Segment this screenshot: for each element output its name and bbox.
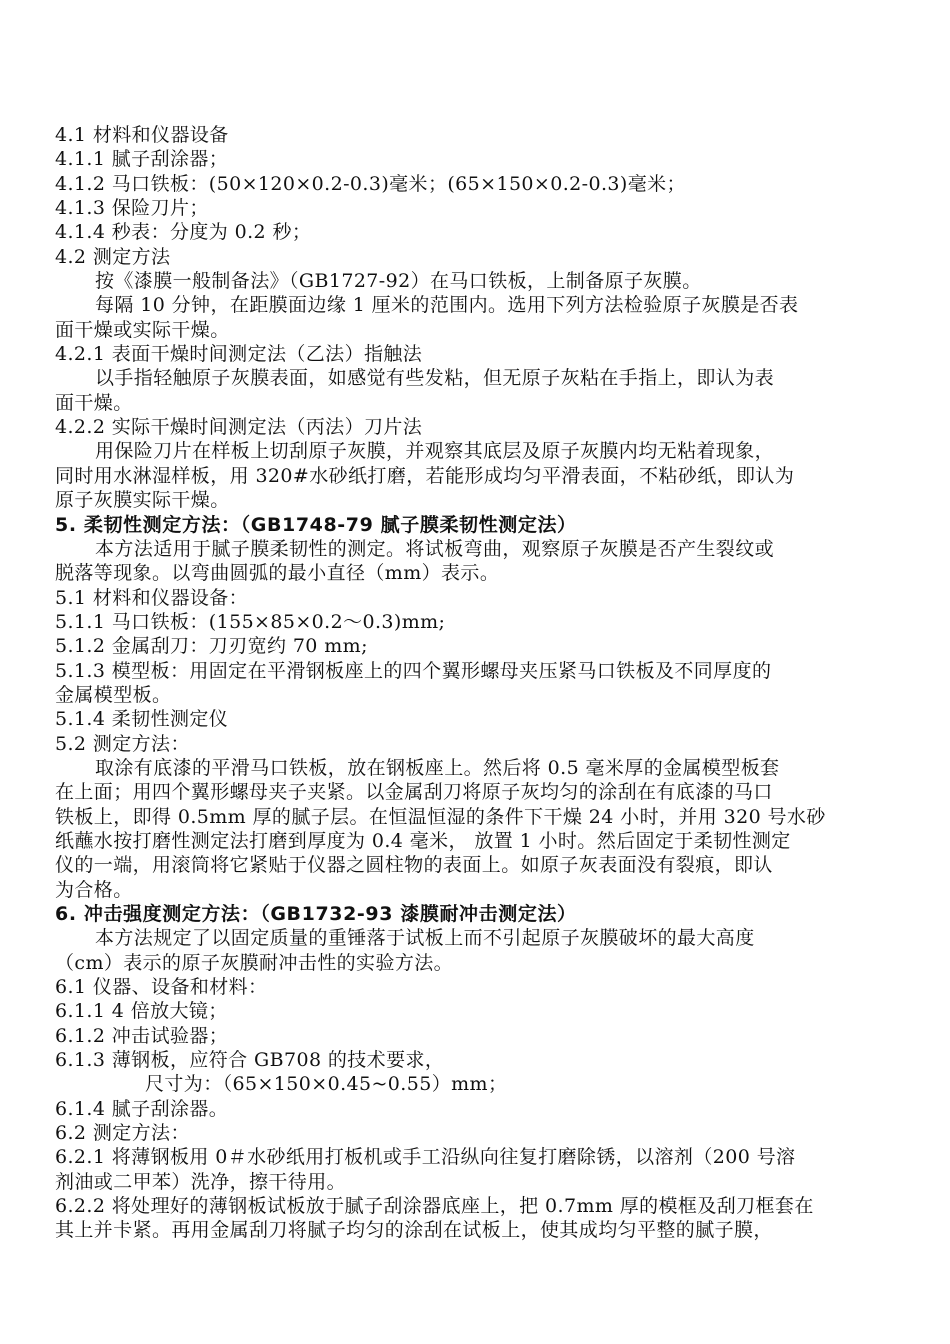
text-line: 5.1.1 马口铁板：(155×85×0.2～0.3)mm;: [55, 610, 446, 633]
text-line: 以手指轻触原子灰膜表面，如感觉有些发粘，但无原子灰粘在手指上，即认为表: [95, 367, 775, 390]
text-line: 4.1.3 保险刀片；: [55, 197, 209, 220]
text-line: 取涂有底漆的平滑马口铁板，放在钢板座上。然后将 0.5 毫米厚的金属模型板套: [95, 756, 780, 779]
text-line: 每隔 10 分钟，在距膜面边缘 1 厘米的范围内。选用下列方法检验原子灰膜是否表: [95, 294, 799, 317]
text-line: 本方法适用于腻子膜柔韧性的测定。将试板弯曲，观察原子灰膜是否产生裂纹或: [95, 537, 775, 560]
text-line: 按《漆膜一般制备法》（GB1727-92）在马口铁板，上制备原子灰膜。: [95, 270, 702, 293]
text-line: 脱落等现象。以弯曲圆弧的最小直径（mm）表示。: [55, 562, 500, 585]
text-line: 为合格。: [55, 878, 133, 901]
text-line: 金属模型板。: [55, 683, 172, 706]
text-line: 尺寸为：（65×150×0.45~0.55）mm；: [145, 1073, 508, 1096]
text-line: 4.2.1 表面干燥时间测定法（乙法）指触法: [55, 343, 423, 366]
text-line: 同时用水淋湿样板，用 320#水砂纸打磨，若能形成均匀平滑表面，不粘砂纸，即认为: [55, 464, 795, 487]
text-line: 原子灰膜实际干燥。: [55, 489, 230, 512]
text-line: 面干燥或实际干燥。: [55, 318, 230, 341]
text-line: 剂油或二甲苯）洗净，擦干待用。: [55, 1170, 347, 1193]
text-line: 6.2 测定方法：: [55, 1122, 190, 1145]
text-line: 4.2 测定方法: [55, 245, 171, 268]
text-line: 5.1 材料和仪器设备：: [55, 586, 249, 609]
section-heading: 5. 柔韧性测定方法：（GB1748-79 腻子膜柔韧性测定法）: [55, 513, 577, 536]
text-line: 4.1.2 马口铁板：(50×120×0.2-0.3)毫米；(65×150×0.2-0.3)毫米；: [55, 172, 686, 195]
document-body: [55, 123, 900, 1243]
text-line: 4.1 材料和仪器设备: [55, 124, 229, 146]
text-line: 仪的一端，用滚筒将它紧贴于仪器之圆柱物的表面上。如原子灰表面没有裂痕，即认: [55, 854, 773, 877]
text-line: 5.1.4 柔韧性测定仪: [55, 708, 229, 731]
text-line: 6.1.4 腻子刮涂器。: [55, 1097, 229, 1120]
text-line: 面干燥。: [55, 391, 133, 414]
text-line: 6.1 仪器、设备和材料：: [55, 976, 268, 999]
text-line: 4.1.1 腻子刮涂器；: [55, 148, 229, 171]
text-line: 5.2 测定方法：: [55, 732, 190, 755]
text-line: 4.1.4 秒表：分度为 0.2 秒；: [55, 221, 312, 244]
text-line: 在上面；用四个翼形螺母夹子夹紧。以金属刮刀将原子灰均匀的涂刮在有底漆的马口: [55, 781, 773, 804]
text-line: 本方法规定了以固定质量的重锤落于试板上而不引起原子灰膜破坏的最大高度: [95, 927, 755, 950]
text-line: 6.1.1 4 倍放大镜；: [55, 1000, 228, 1023]
text-line: 其上并卡紧。再用金属刮刀将腻子均匀的涂刮在试板上，使其成均匀平整的腻子膜，: [55, 1219, 773, 1242]
text-line: 6.1.3 薄钢板，应符合 GB708 的技术要求，: [55, 1049, 445, 1072]
text-line: 4.2.2 实际干燥时间测定法（丙法）刀片法: [55, 416, 423, 439]
text-line: （cm）表示的原子灰膜耐冲击性的实验方法。: [55, 951, 454, 974]
text-line: 6.2.2 将处理好的薄钢板试板放于腻子刮涂器底座上，把 0.7mm 厚的模框及刮刀框套在: [55, 1195, 814, 1218]
text-line: 6.1.2 冲击试验器；: [55, 1024, 229, 1047]
text-line: 5.1.2 金属刮刀：刀刃宽约 70 mm;: [55, 635, 368, 658]
text-line: 铁板上，即得 0.5mm 厚的腻子层。在恒温恒湿的条件下干燥 24 小时，并用 320 号水砂: [55, 805, 826, 828]
text-line: 6.2.1 将薄钢板用 0＃水砂纸用打板机或手工沿纵向往复打磨除锈，以溶剂（200 号溶: [55, 1146, 796, 1169]
text-line: 用保险刀片在样板上切刮原子灰膜，并观察其底层及原子灰膜内均无粘着现象，: [95, 440, 775, 463]
text-line: 纸蘸水按打磨性测定法打磨到厚度为 0.4 毫米， 放置 1 小时。然后固定于柔韧性测定: [55, 829, 791, 852]
section-heading: 6. 冲击强度测定方法：（GB1732-93 漆膜耐冲击测定法）: [55, 903, 577, 925]
text-line: 5.1.3 模型板：用固定在平滑钢板座上的四个翼形螺母夹压紧马口铁板及不同厚度的: [55, 659, 772, 682]
